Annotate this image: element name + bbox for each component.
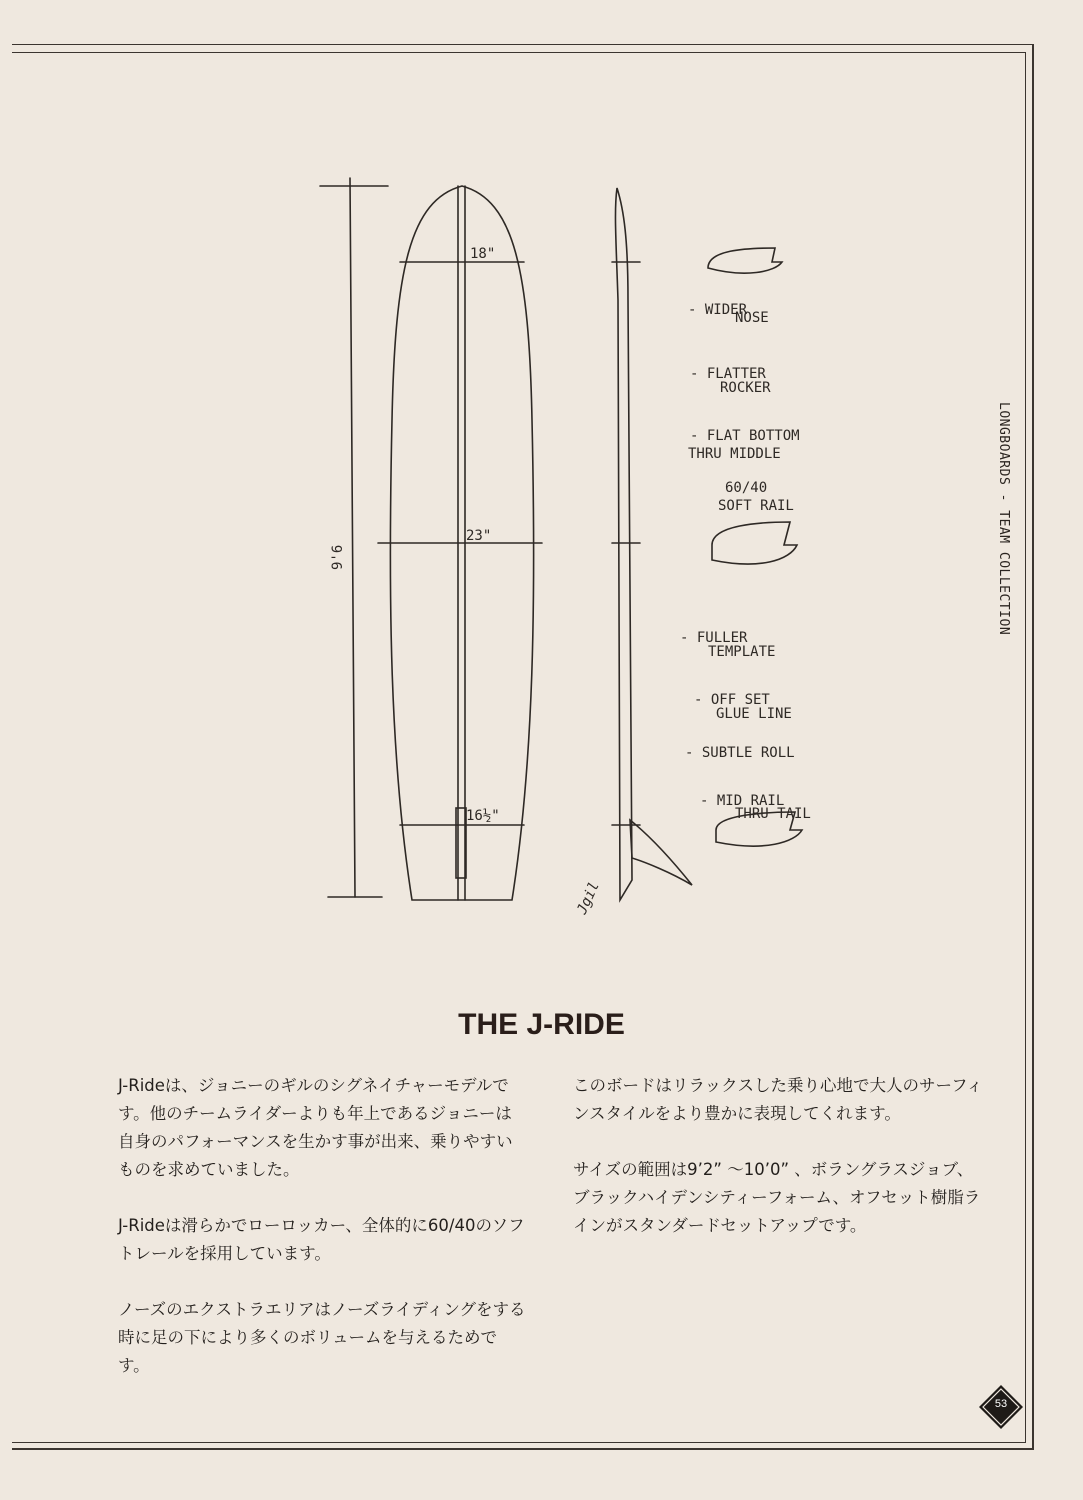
- paragraph: このボードはリラックスした乗り心地で大人のサーフィンスタイルをより豊かに表現してくれます。: [573, 1076, 983, 1123]
- rail-sketch-nose: [708, 248, 782, 273]
- rail-sketch-mid: [712, 522, 797, 564]
- fin-profile: [630, 820, 692, 885]
- left-column: [118, 1072, 528, 1408]
- side-profile: [615, 188, 632, 900]
- note-5-line-1: - FULLER: [680, 630, 748, 646]
- note-3-line-2: THRU MIDDLE: [688, 446, 781, 462]
- page-number: 53: [994, 1398, 1008, 1410]
- note-4-line-2: SOFT RAIL: [718, 498, 794, 514]
- length-line: [350, 178, 355, 897]
- paragraph: サイズの範囲は9’2” 〜10’0” 、ボラングラスジョブ、ブラックハイデンシティーフォーム、オフセット樹脂ラインがスタンダードセットアップです。: [573, 1160, 981, 1235]
- length-label: 9'6: [330, 544, 346, 570]
- page-title: THE J-RIDE: [458, 1008, 625, 1041]
- right-column: [573, 1072, 983, 1268]
- paragraph: J-Rideは滑らかでローロッカー、全体的に60/40のソフトレールを採用しています。: [118, 1216, 525, 1263]
- note-3-line-1: - FLAT BOTTOM: [690, 428, 800, 444]
- side-label: LONGBOARDS - TEAM COLLECTION: [996, 402, 1011, 636]
- note-5-line-2: TEMPLATE: [708, 644, 776, 660]
- note-8-line-1: - MID RAIL: [700, 793, 785, 809]
- note-2-line-2: ROCKER: [720, 380, 771, 396]
- note-7-line-1: - SUBTLE ROLL: [685, 745, 795, 761]
- note-2-line-1: - FLATTER: [690, 366, 766, 382]
- note-1-line-2: NOSE: [735, 310, 769, 326]
- nose-width-label: 18": [470, 246, 496, 262]
- mid-width-label: 23": [466, 528, 492, 544]
- note-4-line-1: 60/40: [725, 480, 768, 496]
- paragraph: ノーズのエクストラエリアはノーズライディングをする時に足の下により多くのボリュームを与えるためです。: [118, 1300, 526, 1375]
- note-1-line-1: - WIDER: [688, 302, 748, 318]
- note-6-line-2: GLUE LINE: [716, 706, 792, 722]
- note-8-line-2: THRU TAIL: [735, 806, 811, 822]
- signature: Jgil: [574, 879, 603, 917]
- tail-width-label: 16½": [466, 808, 500, 824]
- paragraph: J-Rideは、ジョニーのギルのシグネイチャーモデルです。他のチームライダーよりも年上であるジョニーは自身のパフォーマンスを生かす事が出来、乗りやすいものを求めていました。: [118, 1076, 513, 1179]
- note-6-line-1: - OFF SET: [694, 692, 770, 708]
